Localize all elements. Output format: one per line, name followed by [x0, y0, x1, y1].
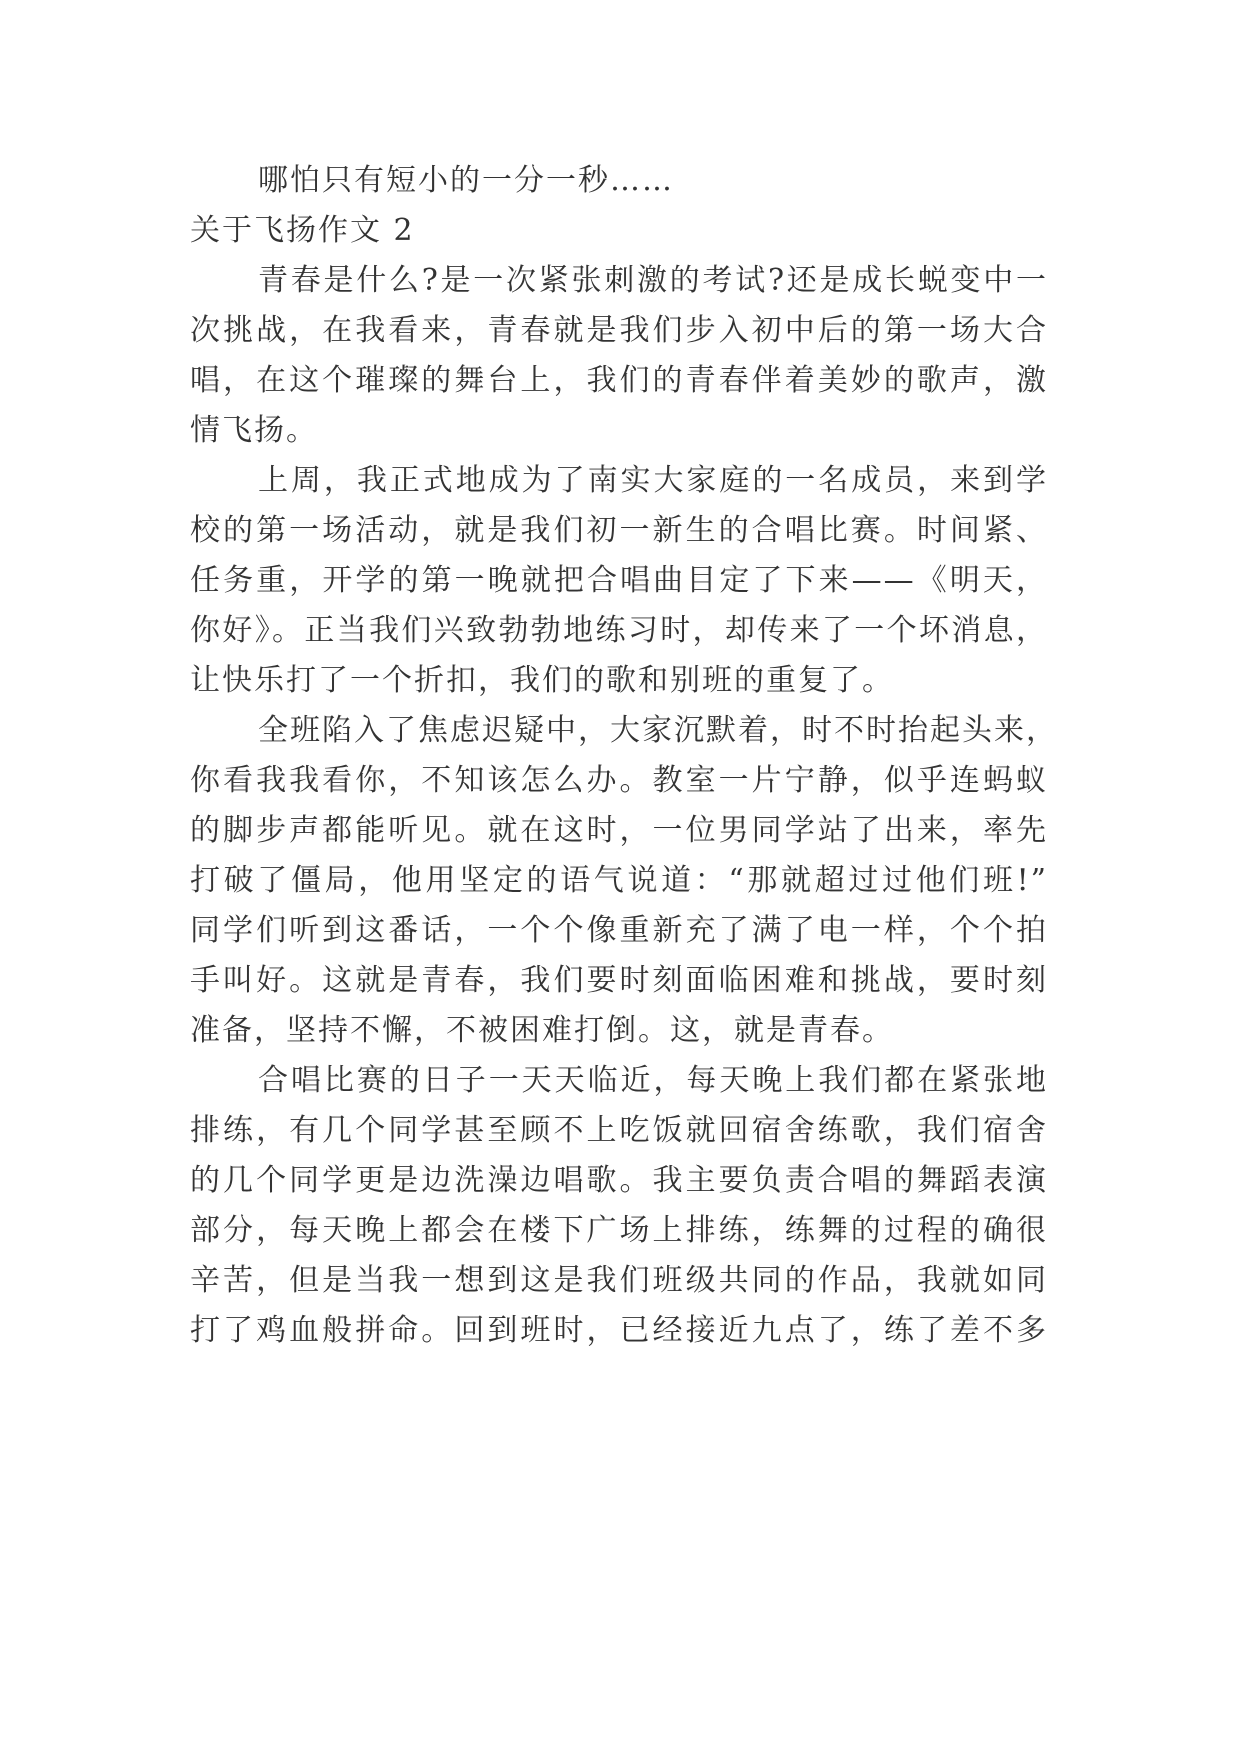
essay-heading: 关于飞扬作文 2	[190, 213, 415, 248]
paragraph-line: 部分，每天晚上都会在楼下广场上排练，练舞的过程的确很	[190, 1213, 1048, 1248]
paragraph-line: 准备，坚持不懈，不被困难打倒。这，就是青春。	[190, 1013, 894, 1048]
intro-line: 哪怕只有短小的一分一秒……	[258, 163, 674, 198]
paragraph-line: 让快乐打了一个折扣，我们的歌和别班的重复了。	[190, 663, 894, 698]
paragraph-line: 辛苦，但是当我一想到这是我们班级共同的作品，我就如同	[190, 1263, 1048, 1298]
paragraph	[190, 1056, 1048, 1356]
paragraph-line: 排练，有几个同学甚至顾不上吃饭就回宿舍练歌，我们宿舍	[190, 1113, 1048, 1148]
paragraph-line: 你看我我看你，不知该怎么办。教室一片宁静，似乎连蚂蚁	[190, 763, 1048, 798]
paragraph-line: 校的第一场活动，就是我们初一新生的合唱比赛。时间紧、	[190, 513, 1048, 548]
paragraph-line: 打破了僵局，他用坚定的语气说道：“那就超过过他们班!”	[190, 863, 1048, 898]
paragraph-line: 任务重，开学的第一晚就把合唱曲目定了下来——《明天，	[190, 563, 1048, 598]
paragraph-line: 合唱比赛的日子一天天临近，每天晚上我们都在紧张地	[258, 1063, 1048, 1098]
paragraph	[190, 706, 1058, 1056]
document-body	[190, 156, 1058, 1356]
paragraph-line: 唱，在这个璀璨的舞台上，我们的青春伴着美妙的歌声，激	[190, 363, 1048, 398]
paragraph-line: 情飞扬。	[190, 413, 318, 448]
paragraph-line: 次挑战，在我看来，青春就是我们步入初中后的第一场大合	[190, 313, 1048, 348]
paragraph	[190, 456, 1048, 706]
paragraph-line: 的脚步声都能听见。就在这时，一位男同学站了出来，率先	[190, 813, 1048, 848]
paragraph-line: 上周，我正式地成为了南实大家庭的一名成员，来到学	[258, 463, 1048, 498]
paragraph-line: 全班陷入了焦虑迟疑中，大家沉默着，时不时抬起头来，	[258, 713, 1058, 748]
paragraph-line: 你好》。正当我们兴致勃勃地练习时，却传来了一个坏消息，	[190, 613, 1048, 648]
paragraph-line: 的几个同学更是边洗澡边唱歌。我主要负责合唱的舞蹈表演	[190, 1163, 1048, 1198]
paragraph	[190, 256, 1048, 456]
paragraph-line: 手叫好。这就是青春，我们要时刻面临困难和挑战，要时刻	[190, 963, 1048, 998]
paragraph-line: 同学们听到这番话，一个个像重新充了满了电一样，个个拍	[190, 913, 1048, 948]
paragraph-line: 打了鸡血般拼命。回到班时，已经接近九点了，练了差不多	[190, 1313, 1048, 1348]
paragraph-line: 青春是什么?是一次紧张刺激的考试?还是成长蜕变中一	[258, 263, 1048, 298]
